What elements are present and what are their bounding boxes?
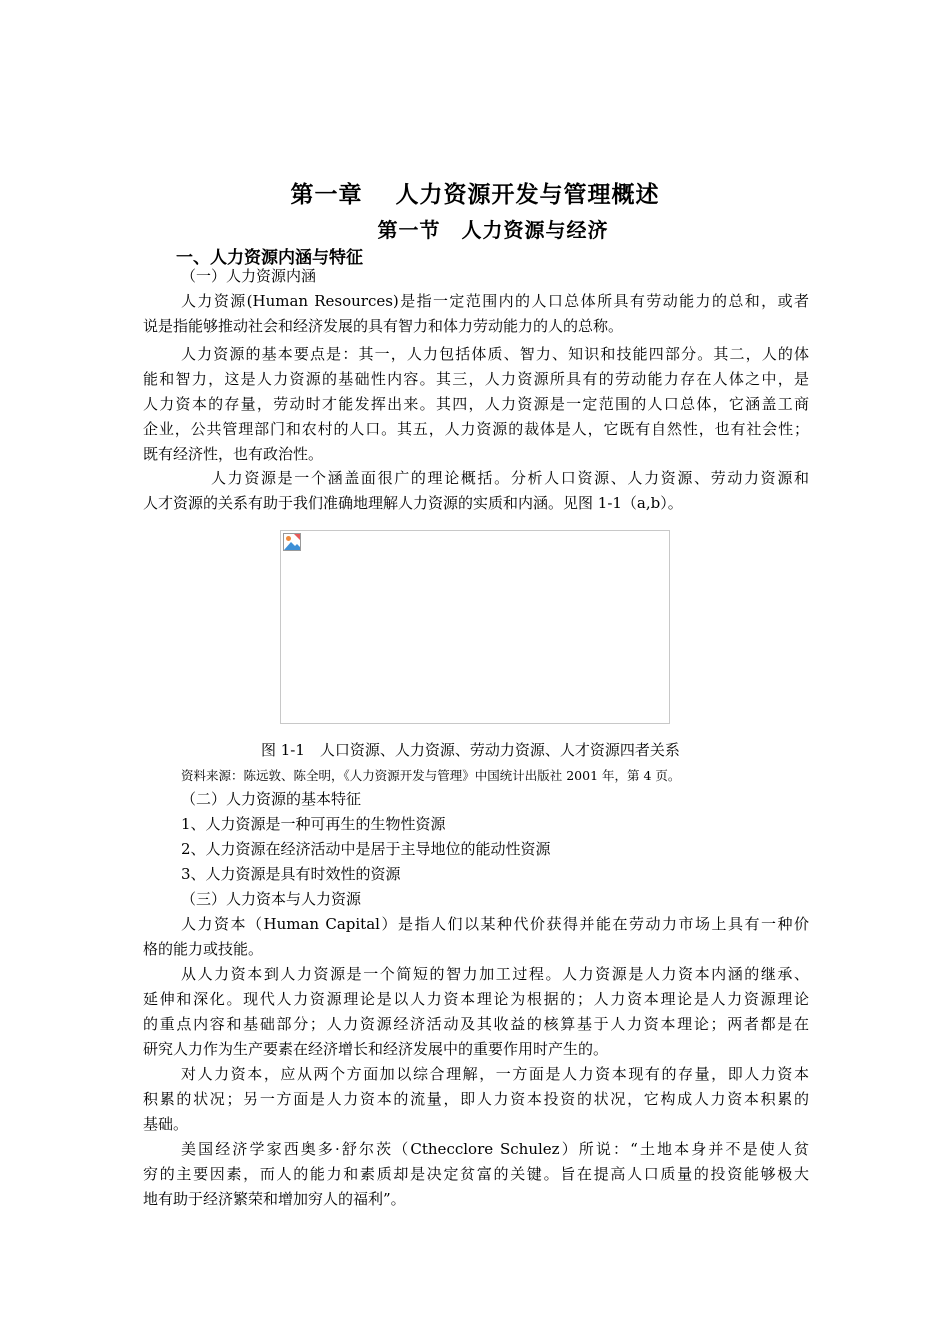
paragraph-line: 人力资源的基本要点是：其一，人力包括体质、智力、知识和技能四部分。其二，人的体 [181,345,809,363]
paragraph-line: 人力资本的存量，劳动时才能发挥出来。其四，人力资源是一定范围的人口总体，它涵盖工商 [143,395,809,413]
paragraph-line: 基础。 [143,1115,189,1133]
paragraph-line: 人力资源(Human Resources)是指一定范围内的人口总体所具有劳动能力的总和，或者 [181,292,809,310]
subsection-title: 一、人力资源内涵与特征 [176,248,363,268]
figure-caption: 图 1-1 人口资源、人力资源、劳动力资源、人才资源四者关系 [261,741,680,759]
paragraph-line: 能和智力，这是人力资源的基础性内容。其三，人力资源所具有的劳动能力存在人体之中，是 [143,370,809,388]
paragraph-line: 既有经济性，也有政治性。 [143,445,324,463]
broken-image-icon [283,533,301,551]
part1-heading: （一）人力资源内涵 [181,267,317,285]
figure-source: 资料来源：陈远敦、陈全明，《人力资源开发与管理》中国统计出版社 2001 年，第 4 页。 [181,768,681,783]
paragraph-line: 美国经济学家西奥多·舒尔茨（Cthecclore Schulez）所说：“土地本身并不是使人贫 [181,1140,809,1158]
paragraph-line: 人力资源是一个涵盖面很广的理论概括。分析人口资源、人力资源、劳动力资源和 [211,469,809,487]
part2-heading: （二）人力资源的基本特征 [181,790,362,808]
paragraph-line: 人力资本（Human Capital）是指人们以某种代价获得并能在劳动力市场上具有一种价 [181,915,809,933]
paragraph-line: 的重点内容和基础部分；人力资源经济活动及其收益的核算基于人力资本理论；两者都是在 [143,1015,809,1033]
part3-heading: （三）人力资本与人力资源 [181,890,362,908]
paragraph-line: 企业，公共管理部门和农村的人口。其五，人力资源的裁体是人，它既有自然性，也有社会性； [143,420,809,438]
list-item: 1、人力资源是一种可再生的生物性资源 [181,815,446,833]
paragraph-line: 格的能力或技能。 [143,940,264,958]
paragraph-line: 人才资源的关系有助于我们准确地理解人力资源的实质和内涵。见图 1-1（a,b）。 [143,494,683,512]
paragraph-line: 延伸和深化。现代人力资源理论是以人力资本理论为根据的；人力资本理论是人力资源理论 [143,990,809,1008]
paragraph-line: 研究人力作为生产要素在经济增长和经济发展中的重要作用时产生的。 [143,1040,609,1058]
figure-placeholder [280,530,670,724]
paragraph-line: 穷的主要因素，而人的能力和素质却是决定贫富的关键。旨在提高人口质量的投资能够极大 [143,1165,809,1183]
paragraph-line: 对人力资本，应从两个方面加以综合理解，一方面是人力资本现有的存量，即人力资本 [181,1065,809,1083]
section-title: 第一节 人力资源与经济 [377,218,609,242]
paragraph-line: 说是指能够推动社会和经济发展的具有智力和体力劳动能力的人的总称。 [143,317,624,335]
paragraph-line: 地有助于经济繁荣和增加穷人的福利”。 [143,1190,406,1208]
paragraph-line: 从人力资本到人力资源是一个简短的智力加工过程。人力资源是人力资本内涵的继承、 [181,965,809,983]
list-item: 2、人力资源在经济活动中是居于主导地位的能动性资源 [181,840,551,858]
chapter-title: 第一章 人力资源开发与管理概述 [290,182,660,208]
paragraph-line: 积累的状况；另一方面是人力资本的流量，即人力资本投资的状况，它构成人力资本积累的 [143,1090,809,1108]
list-item: 3、人力资源是具有时效性的资源 [181,865,401,883]
